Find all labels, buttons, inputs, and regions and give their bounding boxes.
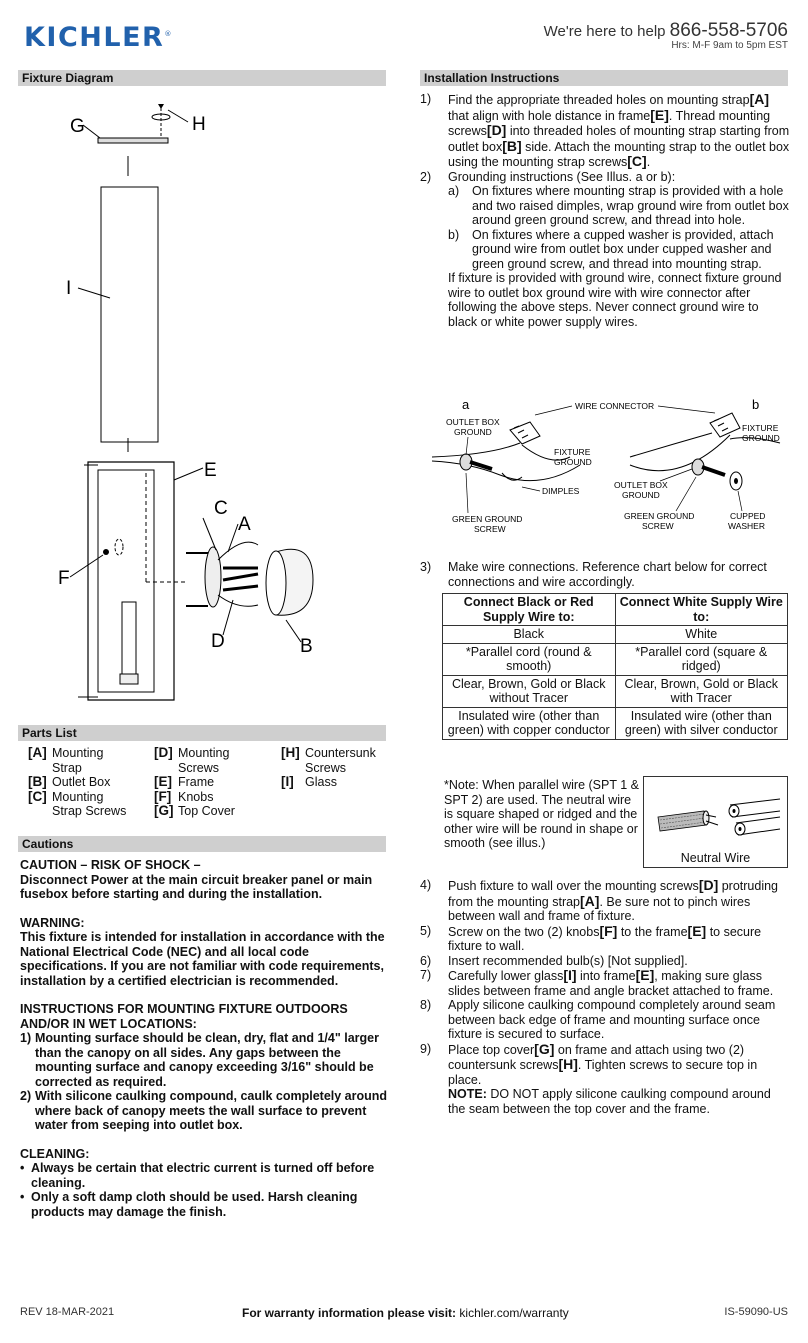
install-step-6: 6) Insert recommended bulb(s) [Not supplied]. (420, 953, 688, 968)
kichler-logo (24, 22, 173, 53)
outdoor-item-2: 2) With silicone caulking compound, caulk completely around where back of canopy meets the wall surface to prevent water from seeping into outlet box. (20, 1089, 388, 1132)
installation-heading: Installation Instructions (420, 70, 788, 86)
fixture-ground-b-l1: FIXTURE (742, 423, 779, 433)
parts-col-3 (281, 746, 386, 790)
warranty-label: For warranty information please visit: (242, 1306, 457, 1320)
glass-part (101, 187, 158, 442)
table-row (443, 675, 788, 707)
install-step-2a: a) On fixtures where mounting strap is provided with a hole and two raised dimples, wrap ground wire from outlet box around green ground screw, and thread into hole. (448, 184, 789, 227)
neutral-wire-box (643, 776, 788, 868)
label-f: F (58, 568, 70, 589)
green-screw-a-l2: SCREW (474, 524, 506, 534)
illus-b-label: b (752, 397, 760, 412)
install-step-1: 1) Find the appropriate threaded holes on mounting strap[A] that align with hole distance in frame[E]. Thread mounting screws[D] into threaded holes of mounting strap starting from outlet box[B] side. Attach the mounting strap to the outlet box using the mounting strap screws[C]. (420, 91, 790, 169)
wire-connection-table (442, 593, 788, 740)
label-h: H (192, 114, 206, 135)
install-steps-4-9 (420, 878, 790, 1116)
part-b: [B] Outlet Box (28, 774, 111, 789)
warning-body: This fixture is intended for installation in accordance with the National Electrical Code (NEC) and all local code specifications. If you are not familiar with code requirements, installation by a certified electrician is recommended. (20, 930, 385, 988)
install-step-5: 5) Screw on the two (2) knobs[F] to the frame[E] to secure fixture to wall. (420, 922, 762, 953)
table-cell: *Parallel cord (round & smooth) (443, 643, 616, 675)
install-step-4: 4) Push fixture to wall over the mounting screws[D] protruding from the mounting strap[A]. Be sure not to pinch wires between wall and frame of fixture. (420, 877, 779, 923)
note-label: NOTE: (448, 1087, 487, 1101)
outlet-box-ground-a-l2: GROUND (454, 427, 492, 437)
green-screw-b-l2: SCREW (642, 521, 674, 531)
outdoor-item-1: 1) Mounting surface should be clean, dry, flat and 1/4" larger than the canopy on all sides. Any gaps between the mounting surface and canopy exceeding 3/16" should be corrected as required. (20, 1031, 379, 1089)
part-e: [E] Frame (154, 774, 215, 789)
help-phone: 866-558-5706 (669, 20, 788, 41)
install-step-2: 2) Grounding instructions (See Illus. a or b): a) On fixtures where mounting strap is provided with a hole and two raised dimples, wrap ground wire from outlet box around green ground screw, and thread into hole. b) On fixtures where a cupped washer is provided, attach ground wire from outlet box under cupped washer and green ground screw, and thread into mounting strap. If fixture is provided with ground wire, connect fixture ground wire to outlet box ground wire with wire connector after following the above steps. Never connect ground wire to black or white power supply wires. (420, 169, 789, 329)
cleaning-item-1: • Always be certain that electric current is turned off before cleaning. (20, 1161, 375, 1190)
green-screw-b-l1: GREEN GROUND (624, 511, 695, 521)
warning-heading: WARNING: (20, 915, 85, 930)
warranty-info (242, 1306, 569, 1320)
table-header-black: Connect Black or Red Supply Wire to: (443, 594, 616, 626)
help-block (544, 20, 788, 51)
table-header-row (443, 594, 788, 626)
table-row (443, 626, 788, 644)
knob-part (103, 549, 109, 555)
help-text: We're here to help (543, 23, 666, 40)
install-step-8: 8) Apply silicone caulking compound completely around seam between back edge of frame and mounting surface once fixture is secured to surface. (420, 998, 776, 1041)
caution-line-2: Disconnect Power at the main circuit breaker panel or main fusebox before starting and during the installation. (20, 872, 373, 901)
cupped-washer-l1: CUPPED (730, 511, 766, 521)
table-row (443, 643, 788, 675)
outdoor-heading: INSTRUCTIONS FOR MOUNTING FIXTURE OUTDOORS AND/OR IN WET LOCATIONS: (20, 1002, 348, 1031)
label-b: B (300, 636, 313, 657)
part-f: [F] Knobs (154, 788, 214, 804)
cautions-heading: Cautions (18, 836, 386, 852)
part-g: [G] Top Cover (154, 803, 235, 818)
logo-text: KICHLER (24, 22, 165, 53)
part-a: [A] Mounting Strap (28, 745, 104, 775)
green-screw-a-l1: GREEN GROUND (452, 514, 523, 524)
install-step-2b: b) On fixtures where a cupped washer is provided, attach ground wire from outlet box under cupped washer and green ground screw, and thread into mounting strap. (448, 227, 774, 271)
table-cell: Clear, Brown, Gold or Black without Tracer (443, 675, 616, 707)
outlet-box-ground-b-l1: OUTLET BOX (614, 480, 668, 490)
fixture-ground-a-l1: FIXTURE (554, 447, 591, 457)
table-cell: White (615, 626, 788, 644)
cupped-washer-l2: WASHER (728, 521, 765, 531)
outlet-box-ground-b-l2: GROUND (622, 490, 660, 500)
install-step-7: 7) Carefully lower glass[I] into frame[E], making sure glass slides between frame and angle bracket attached to frame. (420, 967, 774, 998)
fixture-ground-b-l2: GROUND (742, 433, 780, 443)
table-cell: Insulated wire (other than green) with copper conductor (443, 707, 616, 739)
table-cell: Insulated wire (other than green) with silver conductor (615, 707, 788, 739)
label-e: E (204, 460, 217, 481)
part-d: [D] Mounting Screws (154, 745, 230, 775)
top-cover-part (98, 138, 168, 143)
install-step-3: 3) Make wire connections. Reference chart below for correct connections and wire accordingly. (420, 560, 767, 589)
table-cell: Black (443, 626, 616, 644)
dimples-label: DIMPLES (542, 486, 580, 496)
label-c: C (214, 498, 228, 519)
table-row (443, 707, 788, 739)
parts-list-heading: Parts List (18, 725, 386, 741)
grounding-illustration (430, 395, 790, 540)
wire-connector-label: WIRE CONNECTOR (575, 401, 655, 411)
install-step-2-note: If fixture is provided with ground wire, connect fixture ground wire to outlet box ground wire with wire connector after following the above steps. Never connect ground wire to black or white power supply wires. (448, 271, 782, 329)
install-steps-1-2 (420, 92, 790, 329)
label-g: G (70, 116, 85, 137)
mounting-strap-part (205, 547, 221, 607)
part-h: [H] Countersunk Screws (281, 745, 376, 775)
fixture-ground-a-l2: GROUND (554, 457, 592, 467)
cautions-body (20, 858, 388, 1219)
revision-date: REV 18-MAR-2021 (20, 1306, 115, 1318)
help-hours: Hrs: M-F 9am to 5pm EST (671, 40, 788, 51)
cleaning-heading: CLEANING: (20, 1146, 90, 1161)
table-cell: *Parallel cord (square & ridged) (615, 643, 788, 675)
label-a: A (238, 514, 251, 535)
fixture-diagram-heading: Fixture Diagram (18, 70, 386, 86)
parallel-wire-note: *Note: When parallel wire (SPT 1 & SPT 2) are used. The neutral wire is square shaped or ridged and the other wire will be round in shape or smooth (see illus.) (444, 778, 639, 850)
table-cell: Clear, Brown, Gold or Black with Tracer (615, 675, 788, 707)
label-i: I (66, 278, 72, 299)
parts-col-1 (28, 746, 148, 819)
install-step-9: 9) Place top cover[G] on frame and attach using two (2) countersunk screws[H]. Tighten screws to secure top in place. NOTE: DO NOT apply silicone caulking compound around the seam between the top cover and the frame. (420, 1040, 771, 1116)
neutral-wire-illus (644, 777, 787, 847)
parts-col-2 (154, 746, 279, 819)
outlet-box-ground-a-l1: OUTLET BOX (446, 417, 500, 427)
note-text: DO NOT apply silicone caulking compound around the seam between the top cover and the frame. (448, 1087, 771, 1116)
illus-a-label: a (462, 397, 470, 412)
table-header-white: Connect White Supply Wire to: (615, 594, 788, 626)
document-id: IS-59090-US (724, 1306, 788, 1318)
label-d: D (211, 631, 225, 652)
part-i: [I] Glass (281, 774, 337, 789)
caution-line-1: CAUTION – RISK OF SHOCK – (20, 858, 201, 872)
neutral-wire-label: Neutral Wire (680, 851, 751, 865)
part-c: [C] Mounting Strap Screws (28, 788, 127, 818)
warranty-link[interactable]: kichler.com/warranty (459, 1306, 569, 1320)
cleaning-item-2: • Only a soft damp cloth should be used. Harsh cleaning products may damage the finish. (20, 1190, 358, 1219)
registered-mark: ® (164, 30, 173, 38)
fixture-diagram (18, 90, 388, 715)
